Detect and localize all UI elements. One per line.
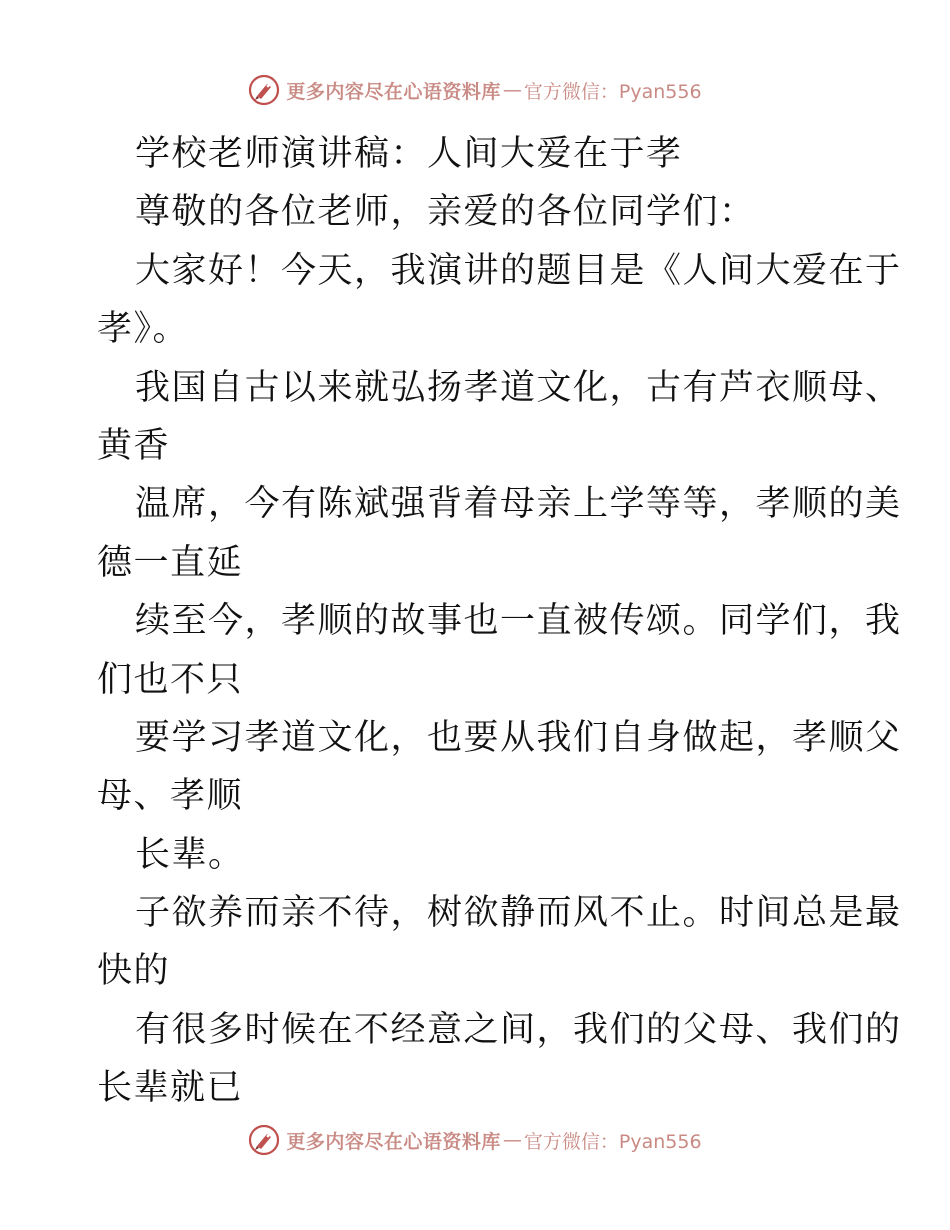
text-line: 长辈。 [135,834,245,875]
text-line: 们也不只 [97,659,244,700]
text-line: 黄香 [97,425,171,466]
text-line: 大家好！今天，我演讲的题目是《人间大爱在于 [135,250,902,291]
document-body [97,125,902,1118]
header-brand-text: 更多内容尽在心语资料库 [286,80,501,103]
header-separator: — [502,79,522,101]
text-line: 要学习孝道文化，也要从我们自身做起，孝顺父 [135,717,902,758]
text-line: 孝》。 [97,309,190,350]
text-line: 长辈就已 [97,1068,244,1109]
text-line: 德一直延 [97,542,244,583]
text-line: 我国自古以来就弘扬孝道文化，古有芦衣顺母、 [135,367,902,408]
pen-nib-logo-icon [248,74,280,106]
footer-brand-text: 更多内容尽在心语资料库 [286,1130,501,1153]
text-line: 子欲养而亲不待，树欲静而风不止。时间总是最 [135,893,902,934]
text-line: 母、孝顺 [97,776,244,817]
text-line: 温席，今有陈斌强背着母亲上学等等，孝顺的美 [135,484,902,525]
pen-nib-logo-icon [248,1124,280,1156]
footer-banner [0,1122,950,1158]
header-wechat-text: 官方微信：Pyan556 [523,80,702,103]
footer-separator: — [502,1129,522,1151]
text-line: 尊敬的各位老师，亲爱的各位同学们： [135,192,756,233]
footer-wechat-text: 官方微信：Pyan556 [523,1130,702,1153]
text-line: 续至今，孝顺的故事也一直被传颂。同学们，我 [135,601,902,642]
text-line: 有很多时候在不经意之间，我们的父母、我们的 [135,1009,902,1050]
header-banner [0,72,950,108]
text-line: 快的 [97,951,171,992]
text-line: 学校老师演讲稿：人间大爱在于孝 [135,134,683,174]
